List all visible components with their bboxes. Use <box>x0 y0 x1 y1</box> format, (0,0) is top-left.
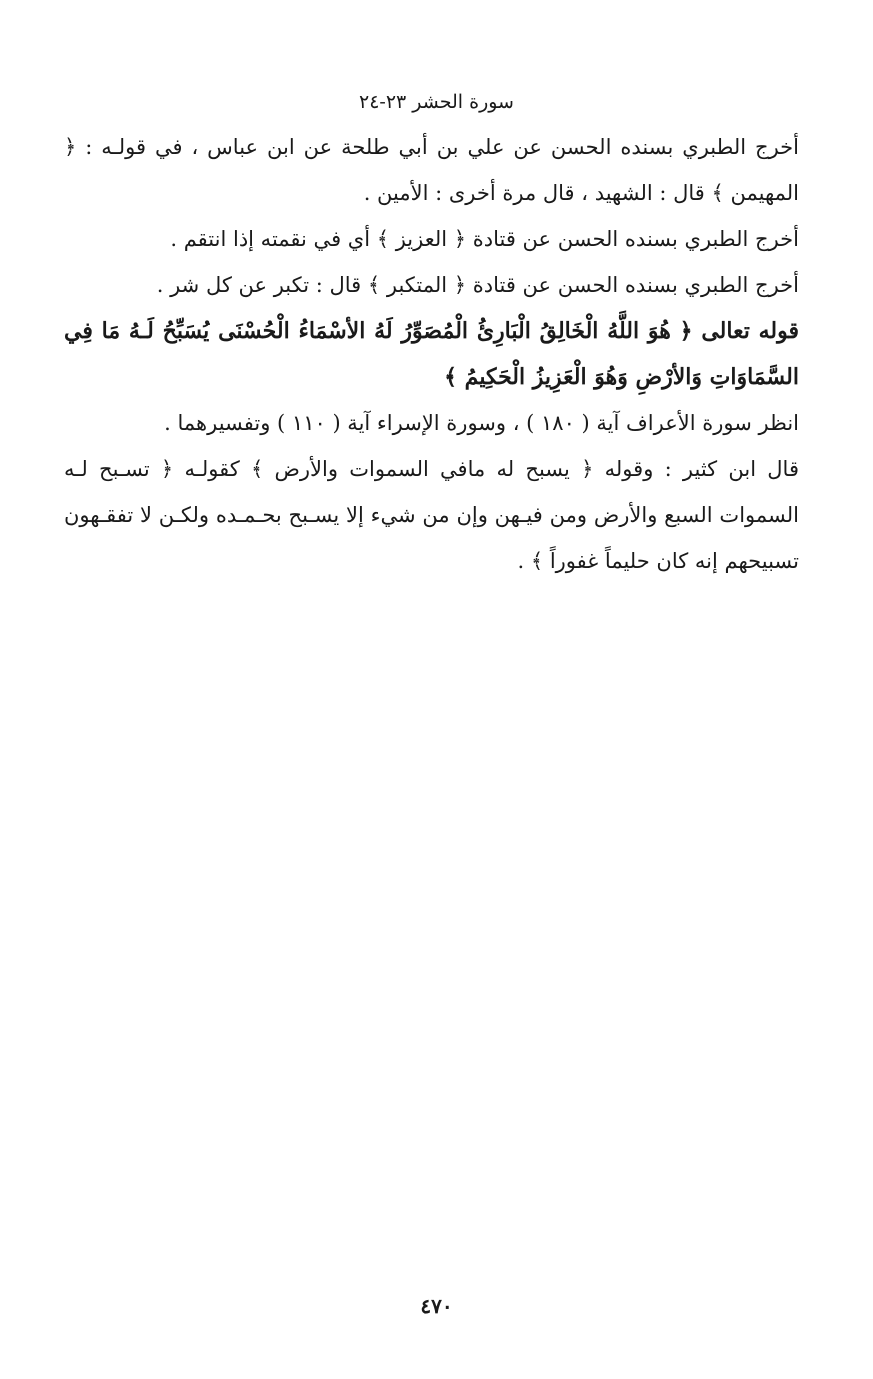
running-header: سورة الحشر ٢٣-٢٤ <box>359 91 514 113</box>
paragraph-muhaymin: أخرج الطبري بسنده الحسن عن علي بن أبي طلحة عن ابن عباس ، في قولـه : ﴿ المهيمن ﴾ قال : الشهيد ، قال مرة أخرى : الأمين . <box>64 135 799 205</box>
page-body <box>64 124 799 584</box>
page-number: ٤٧٠ <box>420 1294 453 1318</box>
paragraph-cross-reference: انظر سورة الأعراف آية ( ١٨٠ ) ، وسورة الإسراء آية ( ١١٠ ) وتفسيرهما . <box>164 411 799 435</box>
paragraph-mutakabbir: أخرج الطبري بسنده الحسن عن قتادة ﴿ المتكبر ﴾ قال : تكبر عن كل شر . <box>156 273 799 297</box>
paragraph-ibn-kathir: قال ابن كثير : وقوله ﴿ يسبح له مافي السموات والأرض ﴾ كقولـه ﴿ تسـبح لـه السموات السبع والأرض ومن فيـهن وإن من شيء إلا يسـبح بحـمـده ولكـن لا تفقـهون تسبيحهم إنه كان حليماً غفوراً ﴾ . <box>64 457 799 573</box>
quran-verse-heading: قوله تعالى ﴿ هُوَ اللَّهُ الْخَالِقُ الْبَارِئُ الْمُصَوِّرُ لَهُ الأسْمَاءُ الْحُسْنَى يُسَبِّحُ لَـهُ مَا فِي السَّمَاوَاتِ وَالأرْضِ وَهُوَ الْعَزِيزُ الْحَكِيمُ ﴾ <box>64 318 799 390</box>
paragraph-aziz: أخرج الطبري بسنده الحسن عن قتادة ﴿ العزيز ﴾ أي في نقمته إذا انتقم . <box>170 227 799 251</box>
